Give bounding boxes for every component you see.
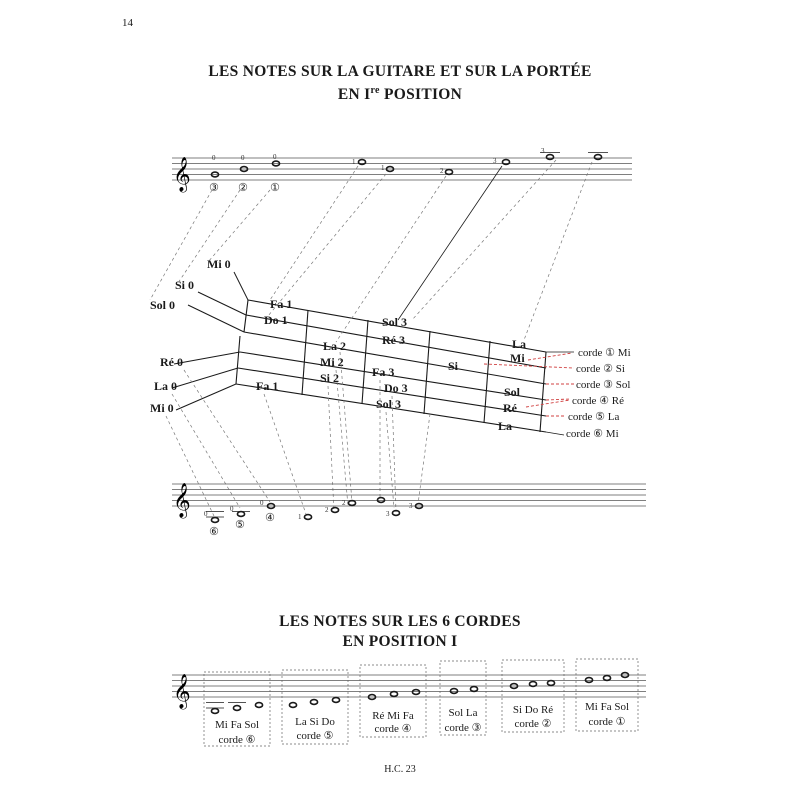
- note-si: Si: [448, 359, 459, 373]
- note-mi2: Mi 2: [320, 355, 344, 369]
- mid-fing-2a: 2: [325, 506, 329, 514]
- fingering-3b: 3: [541, 147, 545, 155]
- fingering-0b: 0: [241, 154, 245, 162]
- ring-2: ②: [238, 181, 248, 194]
- open-mi-high: Mi 0: [207, 257, 231, 271]
- mid-fing-3b: 3: [409, 502, 413, 510]
- note-do1: Do 1: [264, 313, 288, 327]
- ring-5: ⑤: [235, 518, 245, 531]
- note-do3: Do 3: [384, 381, 408, 395]
- corde-4-label: corde ④ Ré: [572, 395, 625, 407]
- treble-clef-icon: 𝄞: [173, 157, 191, 192]
- section-title: LES NOTES SUR LA GUITARE ET SUR LA PORTÉE: [208, 63, 592, 80]
- open-mi-low: Mi 0: [150, 401, 174, 415]
- note-sol3-low: Sol 3: [376, 397, 402, 411]
- group4-corde: corde ④: [374, 723, 412, 735]
- note-fa3: Fa 3: [372, 365, 395, 379]
- subtitle-prefix: EN I: [337, 86, 371, 104]
- note-fa1-low: Fa 1: [256, 379, 279, 393]
- corde-3-label: corde ③ Sol: [576, 379, 631, 391]
- group2-notes: Si Do Ré: [512, 704, 554, 716]
- string-group-boxes: [204, 659, 638, 746]
- corde-2-label: corde ② Si: [576, 363, 625, 375]
- corde-5-label: corde ⑤ La: [568, 411, 620, 423]
- fingering-0a: 0: [212, 154, 216, 162]
- group3-notes: Sol La: [448, 707, 478, 719]
- fingering-1b: 1: [381, 164, 385, 172]
- page-number: 14: [122, 17, 133, 29]
- section2-title: LES NOTES SUR LES 6 CORDES: [279, 613, 521, 630]
- mid-fing-1: 1: [298, 513, 302, 521]
- group5-notes: La Si Do: [295, 716, 335, 728]
- mid-fing-3a: 3: [386, 510, 390, 518]
- corde-1-label: corde ① Mi: [578, 347, 631, 359]
- note-re: Ré: [503, 401, 517, 415]
- fingering-1a: 1: [352, 158, 356, 166]
- note-sol3: Sol 3: [382, 315, 408, 329]
- page-footer: H.C. 23: [384, 764, 416, 775]
- subtitle-sup: re: [370, 85, 380, 96]
- mid-fing-0a: 0: [204, 510, 208, 518]
- open-re: Ré 0: [160, 355, 183, 369]
- group6-notes: Mi Fa Sol: [214, 719, 260, 731]
- open-la: La 0: [154, 379, 178, 393]
- group1-notes: Mi Fa Sol: [584, 701, 630, 713]
- treble-clef-icon: 𝄞: [173, 483, 191, 518]
- ring-3: ③: [209, 181, 219, 194]
- ring-1: ①: [270, 181, 280, 194]
- note-si2: Si 2: [320, 371, 340, 385]
- group1-corde: corde ①: [588, 716, 626, 728]
- note-re3: Ré 3: [382, 333, 405, 347]
- note-la-low: La: [498, 419, 513, 433]
- note-la2: La 2: [323, 339, 347, 353]
- ring-6: ⑥: [209, 525, 219, 538]
- corde-6-label: corde ⑥ Mi: [566, 428, 619, 440]
- treble-clef-icon: 𝄞: [173, 674, 191, 709]
- group4-notes: Ré Mi Fa: [372, 710, 414, 722]
- group2-corde: corde ②: [514, 718, 552, 730]
- open-sol: Sol 0: [150, 298, 176, 312]
- note-sol: Sol: [504, 385, 521, 399]
- note-la: La: [512, 337, 527, 351]
- mid-fing-0b: 0: [230, 505, 234, 513]
- open-si: Si 0: [175, 278, 195, 292]
- fingering-0c: 0: [273, 153, 277, 161]
- group6-corde: corde ⑥: [218, 734, 256, 746]
- bottom-staff: [172, 675, 646, 697]
- group3-corde: corde ③: [444, 722, 482, 734]
- section2-subtitle: EN POSITION I: [342, 633, 458, 650]
- group5-corde: corde ⑤: [296, 730, 334, 742]
- mid-fing-2b: 2: [342, 499, 346, 507]
- mid-fing-0c: 0: [260, 499, 264, 507]
- subtitle-suffix: POSITION: [379, 86, 463, 104]
- note-mi: Mi: [510, 351, 525, 365]
- ring-4: ④: [265, 511, 275, 524]
- fingering-3a: 3: [493, 157, 497, 165]
- note-fa1: Fa 1: [270, 297, 293, 311]
- fingering-2: 2: [440, 167, 444, 175]
- bottom-staff-notes: [211, 673, 628, 714]
